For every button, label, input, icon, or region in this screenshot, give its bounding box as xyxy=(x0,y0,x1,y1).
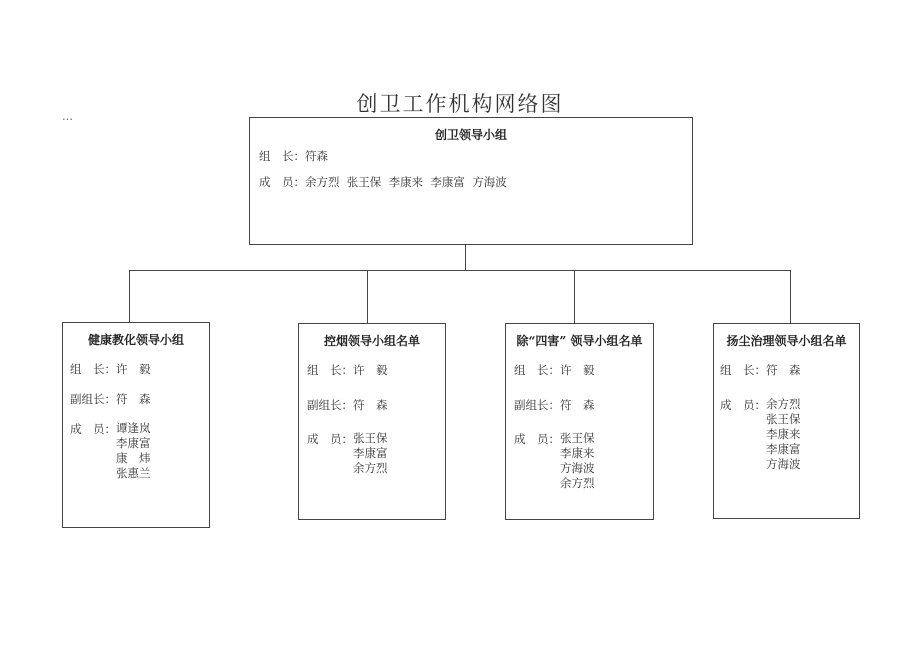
group-box-four-pests xyxy=(505,323,654,520)
member-name: 李康富 xyxy=(116,436,151,450)
member-name: 方海波 xyxy=(766,457,801,471)
group-box-health-education xyxy=(62,322,210,528)
deputy-row xyxy=(307,397,388,413)
leader-label: 组 长： xyxy=(514,363,560,377)
deputy-name: 符 森 xyxy=(353,398,388,412)
member-name: 余方烈 xyxy=(766,397,801,411)
group-box-dust-control xyxy=(713,323,860,519)
leader-row xyxy=(720,362,801,378)
ellipsis-mark: … xyxy=(62,110,73,123)
deputy-label: 副组长： xyxy=(514,398,560,412)
members-list xyxy=(116,421,151,481)
members-label: 成 员： xyxy=(720,398,766,412)
member-name: 张惠兰 xyxy=(116,466,151,480)
top-group-title: 创卫领导小组 xyxy=(434,128,507,142)
member-name: 李康来 xyxy=(766,427,801,441)
leader-name: 许 毅 xyxy=(560,363,595,377)
members-list xyxy=(766,397,801,472)
leader-label: 组 长： xyxy=(70,362,116,376)
members-list xyxy=(560,431,595,491)
members-row xyxy=(514,431,595,491)
top-leader-label: 组 长： xyxy=(259,149,305,163)
members-row xyxy=(720,397,801,472)
connector-bus xyxy=(129,270,791,271)
leader-name: 符 森 xyxy=(766,363,801,377)
connector-trunk xyxy=(465,244,466,271)
member-name: 李康来 xyxy=(560,446,595,460)
member-name: 张王保 xyxy=(766,412,801,426)
top-group-box xyxy=(249,117,693,245)
group-title: 健康教化领导小组 xyxy=(87,333,184,347)
deputy-label: 副组长： xyxy=(70,392,116,406)
group-title: 控烟领导小组名单 xyxy=(323,334,420,348)
member-name: 谭逢岚 xyxy=(116,421,151,435)
connector-drop-4 xyxy=(790,270,791,323)
top-leader-name: 符森 xyxy=(305,149,328,163)
leader-row xyxy=(514,362,595,378)
member-name: 余方烈 xyxy=(560,476,595,490)
member-name: 李康富 xyxy=(353,446,388,460)
deputy-label: 副组长： xyxy=(307,398,353,412)
group-box-tobacco-control xyxy=(298,323,446,520)
group-title: 除“四害” 领导小组名单 xyxy=(516,334,643,348)
members-row xyxy=(70,421,151,481)
group-title: 扬尘治理领导小组名单 xyxy=(726,334,847,348)
leader-row xyxy=(70,361,151,377)
top-members-names: 余方烈 张王保 李康来 李康富 方海波 xyxy=(305,175,507,189)
leader-name: 许 毅 xyxy=(116,362,151,376)
deputy-name: 符 森 xyxy=(116,392,151,406)
members-label: 成 员： xyxy=(70,422,116,436)
leader-label: 组 长： xyxy=(307,363,353,377)
member-name: 李康富 xyxy=(766,442,801,456)
member-name: 康 炜 xyxy=(116,451,151,465)
deputy-row xyxy=(514,397,595,413)
leader-row xyxy=(307,362,388,378)
member-name: 余方烈 xyxy=(353,461,388,475)
leader-name: 许 毅 xyxy=(353,363,388,377)
deputy-row xyxy=(70,391,151,407)
top-members-label: 成 员： xyxy=(259,175,305,189)
members-label: 成 员： xyxy=(514,432,560,446)
connector-drop-1 xyxy=(129,270,130,322)
members-row xyxy=(307,431,388,476)
member-name: 张王保 xyxy=(353,431,388,445)
members-label: 成 员： xyxy=(307,432,353,446)
leader-label: 组 长： xyxy=(720,363,766,377)
top-leader-row xyxy=(259,148,328,164)
members-list xyxy=(353,431,388,476)
member-name: 方海波 xyxy=(560,461,595,475)
deputy-name: 符 森 xyxy=(560,398,595,412)
top-members-row xyxy=(259,174,507,190)
connector-drop-3 xyxy=(574,270,575,323)
connector-drop-2 xyxy=(367,270,368,323)
member-name: 张王保 xyxy=(560,431,595,445)
page-title: 创卫工作机构网络图 xyxy=(356,92,564,116)
